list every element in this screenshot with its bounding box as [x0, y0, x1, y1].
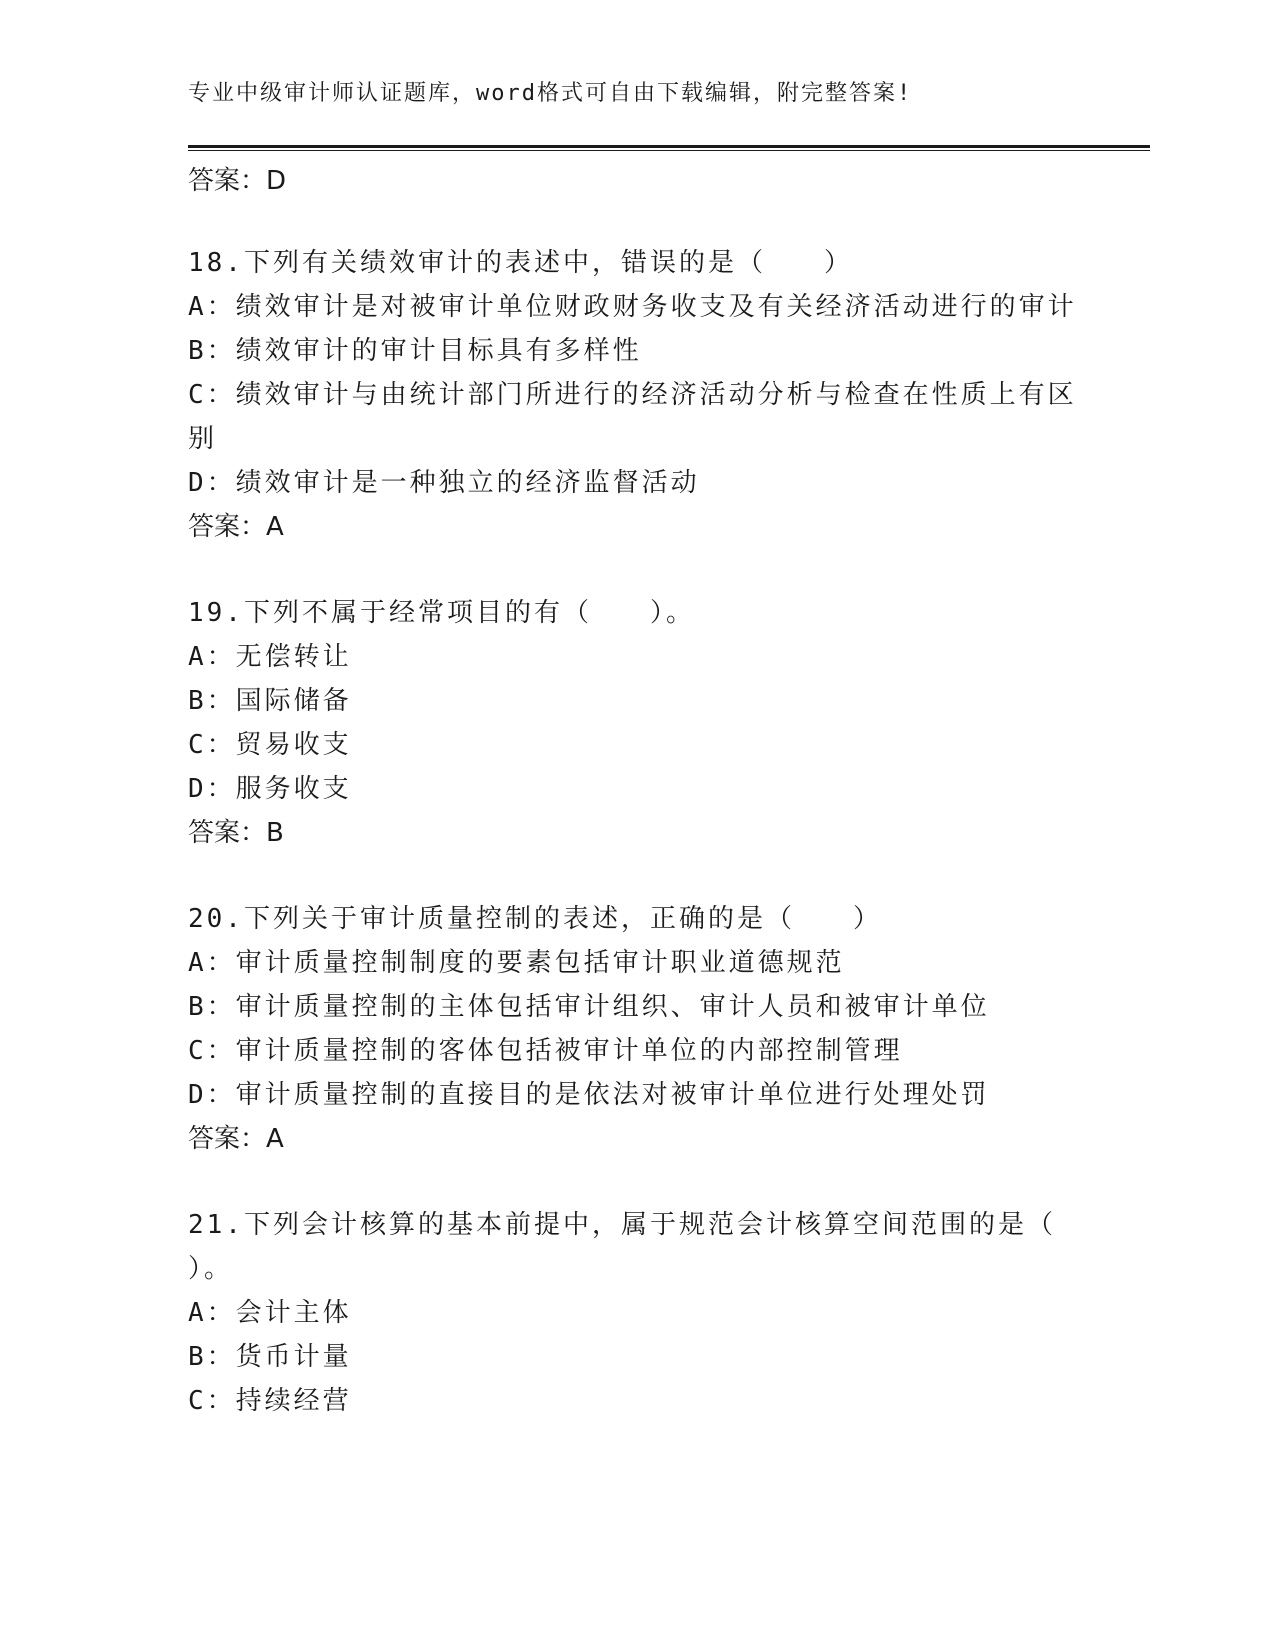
header-rule-thin	[188, 150, 1150, 151]
question-19-option-b: B：国际储备	[188, 686, 352, 716]
answer-20: 答案：A	[188, 1124, 284, 1154]
question-18-option-c-cont: 别	[188, 424, 218, 454]
question-19-stem: 19.下列不属于经常项目的有（ ）。	[188, 598, 695, 628]
question-20-option-b: B：审计质量控制的主体包括审计组织、审计人员和被审计单位	[188, 992, 990, 1022]
question-18-option-b: B：绩效审计的审计目标具有多样性	[188, 336, 642, 366]
question-20-option-a: A：审计质量控制制度的要素包括审计职业道德规范	[188, 948, 845, 978]
question-18-stem: 18.下列有关绩效审计的表述中，错误的是（ ）	[188, 248, 853, 278]
question-20-option-d: D：审计质量控制的直接目的是依法对被审计单位进行处理处罚	[188, 1080, 990, 1110]
question-19-option-a: A：无偿转让	[188, 642, 352, 672]
question-18-option-c: C：绩效审计与由统计部门所进行的经济活动分析与检查在性质上有区	[188, 380, 1077, 410]
question-20-stem: 20.下列关于审计质量控制的表述，正确的是（ ）	[188, 904, 882, 934]
question-21-stem: 21.下列会计核算的基本前提中，属于规范会计核算空间范围的是（	[188, 1210, 1056, 1240]
question-19-option-d: D：服务收支	[188, 774, 352, 804]
question-19-option-c: C：贸易收支	[188, 730, 352, 760]
question-18-option-a: A：绩效审计是对被审计单位财政财务收支及有关经济活动进行的审计	[188, 292, 1077, 322]
answer-19: 答案：B	[188, 818, 284, 848]
page-header: 专业中级审计师认证题库，word格式可自由下载编辑，附完整答案!	[188, 81, 913, 106]
question-21-option-a: A：会计主体	[188, 1298, 352, 1328]
answer-17: 答案：D	[188, 166, 287, 196]
answer-18: 答案：A	[188, 512, 284, 542]
question-18-option-d: D：绩效审计是一种独立的经济监督活动	[188, 468, 700, 498]
question-20-option-c: C：审计质量控制的客体包括被审计单位的内部控制管理	[188, 1036, 903, 1066]
question-21-option-b: B：货币计量	[188, 1342, 352, 1372]
question-21-option-c: C：持续经营	[188, 1386, 352, 1416]
header-rule-thick	[188, 145, 1150, 148]
question-21-stem-cont: ）。	[188, 1254, 234, 1284]
